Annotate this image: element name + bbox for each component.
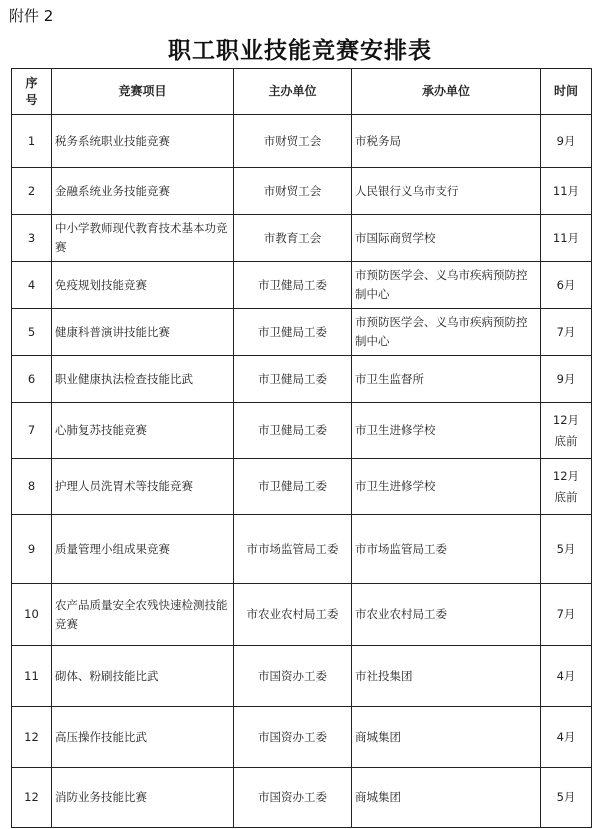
event-time-text: 4月 (556, 729, 576, 744)
event-time-text: 11月 (552, 230, 580, 245)
organizer: 市国资办工委 (234, 768, 352, 828)
organizer: 市卫健局工委 (234, 262, 352, 309)
host-unit: 市国际商贸学校 (352, 215, 541, 262)
page-title: 职工职业技能竞赛安排表 (168, 38, 432, 64)
event-time (541, 707, 592, 768)
organizer: 市卫健局工委 (234, 459, 352, 515)
row-number: 8 (12, 459, 52, 515)
table-row (12, 768, 592, 828)
table-row (12, 515, 592, 584)
event-name: 高压操作技能比武 (52, 707, 234, 768)
row-number: 6 (12, 356, 52, 403)
host-unit: 商城集团 (352, 768, 541, 828)
host-unit: 人民银行义乌市支行 (352, 168, 541, 215)
row-number: 2 (12, 168, 52, 215)
organizer: 市财贸工会 (234, 115, 352, 168)
organizer: 市市场监管局工委 (234, 515, 352, 584)
organizer: 市国资办工委 (234, 646, 352, 707)
event-time (541, 515, 592, 584)
table-row (12, 115, 592, 168)
organizer: 市卫健局工委 (234, 356, 352, 403)
attachment-label: 附件 2 (9, 7, 54, 25)
row-number: 10 (12, 584, 52, 646)
header-event: 竞赛项目 (52, 69, 234, 115)
event-time (541, 403, 592, 459)
event-name: 税务系统职业技能竞赛 (52, 115, 234, 168)
row-number: 12 (12, 768, 52, 828)
event-name: 免疫规划技能竞赛 (52, 262, 234, 309)
event-time-text: 12月 底前 (552, 468, 580, 504)
table-row (12, 356, 592, 403)
event-time-text: 6月 (556, 277, 576, 292)
event-time (541, 768, 592, 828)
event-name: 心肺复苏技能竞赛 (52, 403, 234, 459)
row-number: 12 (12, 707, 52, 768)
table-row (12, 403, 592, 459)
organizer: 市卫健局工委 (234, 309, 352, 356)
event-time-text: 9月 (556, 133, 576, 148)
host-unit: 商城集团 (352, 707, 541, 768)
event-time-text: 5月 (556, 541, 576, 556)
event-name: 质量管理小组成果竞赛 (52, 515, 234, 584)
event-name: 消防业务技能比赛 (52, 768, 234, 828)
host-unit: 市社投集团 (352, 646, 541, 707)
organizer: 市卫健局工委 (234, 403, 352, 459)
table-row (12, 707, 592, 768)
event-time (541, 215, 592, 262)
event-time (541, 584, 592, 646)
organizer: 市农业农村局工委 (234, 584, 352, 646)
host-unit: 市预防医学会、义乌市疾病预防控制中心 (352, 309, 541, 356)
event-time (541, 168, 592, 215)
host-unit: 市农业农村局工委 (352, 584, 541, 646)
event-time (541, 459, 592, 515)
event-time-text: 5月 (556, 790, 576, 804)
host-unit: 市税务局 (352, 115, 541, 168)
host-unit: 市卫生监督所 (352, 356, 541, 403)
table-row (12, 168, 592, 215)
organizer: 市财贸工会 (234, 168, 352, 215)
event-name: 中小学教师现代教育技术基本功竞赛 (52, 215, 234, 262)
event-time (541, 115, 592, 168)
event-name: 健康科普演讲技能比赛 (52, 309, 234, 356)
row-number: 5 (12, 309, 52, 356)
row-number: 3 (12, 215, 52, 262)
event-name: 护理人员洗胃术等技能竞赛 (52, 459, 234, 515)
header-organizer: 主办单位 (234, 69, 352, 115)
event-time (541, 262, 592, 309)
host-unit: 市市场监管局工委 (352, 515, 541, 584)
header-no: 序 号 (12, 69, 52, 115)
host-unit: 市预防医学会、义乌市疾病预防控制中心 (352, 262, 541, 309)
event-time-text: 11月 (552, 183, 580, 198)
organizer: 市国资办工委 (234, 707, 352, 768)
row-number: 1 (12, 115, 52, 168)
organizer: 市教育工会 (234, 215, 352, 262)
table-header-row (12, 69, 592, 115)
event-time-text: 12月 底前 (552, 412, 580, 448)
event-name: 砌体、粉刷技能比武 (52, 646, 234, 707)
event-time-text: 4月 (556, 668, 576, 683)
event-time-text: 7月 (556, 607, 576, 621)
table-row (12, 584, 592, 646)
table-row (12, 309, 592, 356)
header-host: 承办单位 (352, 69, 541, 115)
host-unit: 市卫生进修学校 (352, 403, 541, 459)
event-time (541, 309, 592, 356)
event-name: 农产品质量安全农残快速检测技能竞赛 (52, 584, 234, 646)
event-name: 金融系统业务技能竞赛 (52, 168, 234, 215)
header-time: 时间 (541, 69, 592, 115)
event-time (541, 356, 592, 403)
row-number: 9 (12, 515, 52, 584)
table-row (12, 215, 592, 262)
event-time (541, 646, 592, 707)
schedule-table (11, 68, 592, 828)
event-time-text: 9月 (556, 371, 576, 386)
table-row (12, 262, 592, 309)
row-number: 4 (12, 262, 52, 309)
row-number: 7 (12, 403, 52, 459)
table-row (12, 646, 592, 707)
event-time-text: 7月 (556, 324, 576, 339)
event-name: 职业健康执法检查技能比武 (52, 356, 234, 403)
table-row (12, 459, 592, 515)
host-unit: 市卫生进修学校 (352, 459, 541, 515)
row-number: 11 (12, 646, 52, 707)
